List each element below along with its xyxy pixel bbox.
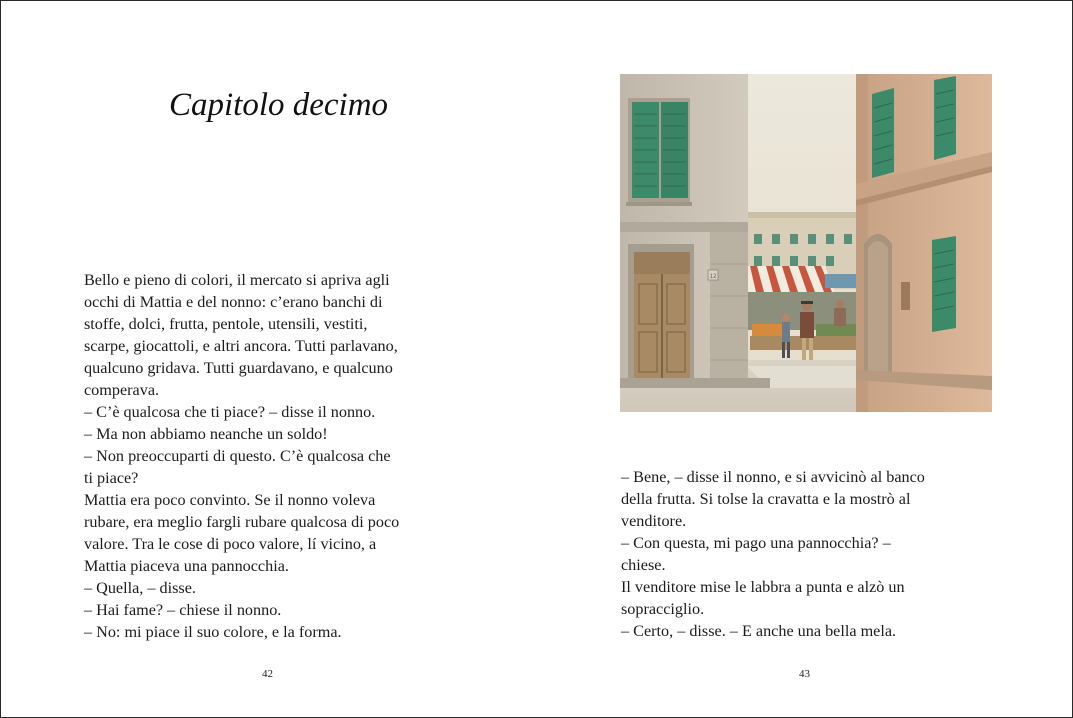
text-line: ti piace?	[84, 469, 139, 487]
text-line: – Ma non abbiamo neanche un soldo!	[84, 425, 328, 443]
right-page-body	[621, 466, 925, 642]
text-line: – Non preoccuparti di questo. C’è qualcosa che	[84, 447, 391, 465]
market-square-illustration	[620, 74, 992, 412]
text-line: venditore.	[621, 512, 687, 530]
text-line: – Con questa, mi pago una pannocchia? –	[621, 534, 891, 552]
text-line: – Quella, – disse.	[84, 579, 196, 597]
text-line: occhi di Mattia e del nonno: c’erano banchi di	[84, 293, 383, 311]
text-line: Il venditore mise le labbra a punta e alzò un	[621, 578, 905, 596]
page-number-right: 43	[799, 668, 810, 680]
text-line: Mattia era poco convinto. Se il nonno voleva	[84, 491, 376, 509]
text-line: della frutta. Si tolse la cravatta e la mostrò al	[621, 490, 911, 508]
text-line: – C’è qualcosa che ti piace? – disse il nonno.	[84, 403, 376, 421]
text-line: sopracciglio.	[621, 600, 705, 618]
number-plate: 12	[709, 273, 717, 280]
text-line: valore. Tra le cose di poco valore, lí vicino, a	[84, 535, 377, 553]
text-line: stoffe, dolci, frutta, pentole, utensili, vestiti,	[84, 315, 368, 333]
text-line: Mattia piaceva una pannocchia.	[84, 557, 289, 575]
text-line: rubare, era meglio fargli rubare qualcosa di poco	[84, 513, 400, 531]
text-line: comperava.	[84, 381, 160, 399]
text-line: – Bene, – disse il nonno, e si avvicinò al banco	[621, 468, 925, 486]
chapter-title: Capitolo decimo	[169, 87, 389, 123]
page-number-left: 42	[262, 668, 273, 680]
text-line: – Hai fame? – chiese il nonno.	[84, 601, 282, 619]
text-line: Bello e pieno di colori, il mercato si apriva agli	[84, 271, 390, 289]
text-line: – No: mi piace il suo colore, e la forma.	[84, 623, 342, 641]
text-line: – Certo, – disse. – E anche una bella mela.	[621, 622, 897, 640]
left-page-body	[84, 269, 399, 643]
text-line: qualcuno gridava. Tutti guardavano, e qualcuno	[84, 359, 393, 377]
text-line: scarpe, giocattoli, e altri ancora. Tutti parlavano,	[84, 337, 398, 355]
text-line: chiese.	[621, 556, 666, 574]
